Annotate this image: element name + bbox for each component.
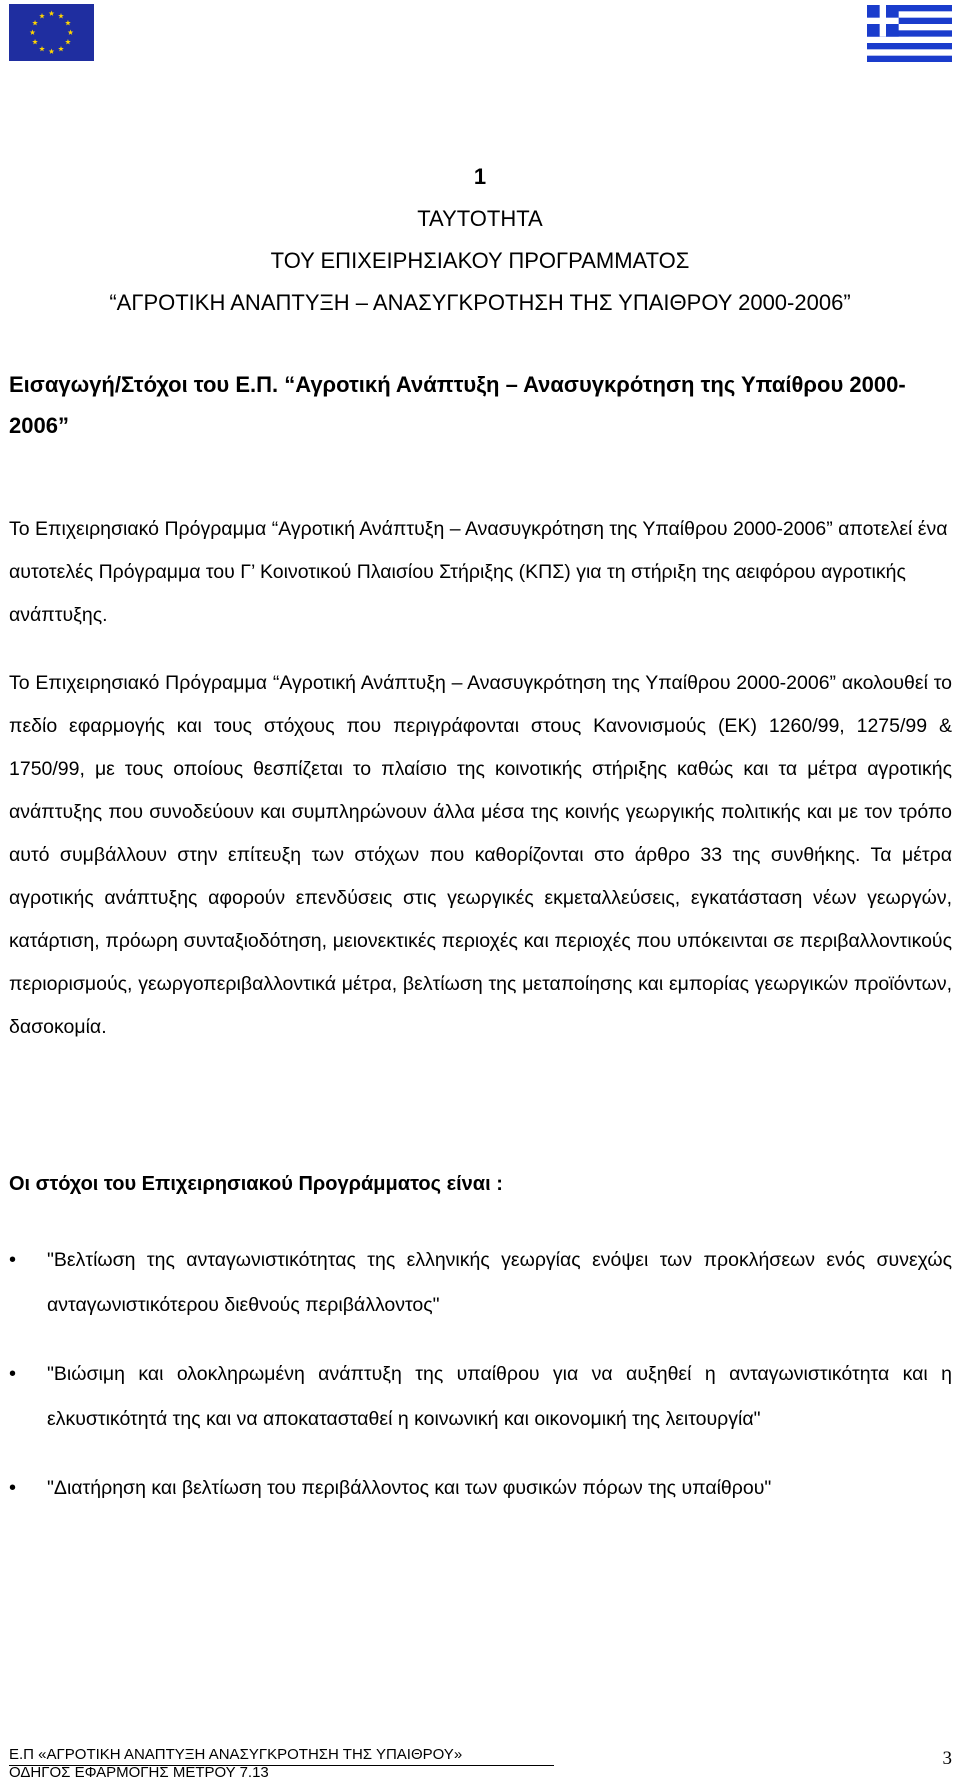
footer-line-2: ΟΔΗΓΟΣ ΕΦΑΡΜΟΓΗΣ ΜΕΤΡΟΥ 7.13 — [9, 1764, 269, 1781]
heading-line-1: ΤΑΥΤΟΤΗΤΑ — [417, 206, 543, 231]
goal-item — [9, 1238, 952, 1328]
page-footer — [9, 1746, 952, 1782]
chapter-number: 1 — [473, 164, 487, 189]
goals-title: Οι στόχοι του Επιχειρησιακού Προγράμματος είναι : — [9, 1173, 503, 1195]
footer-line-1: Ε.Π «ΑΓΡΟΤΙΚΗ ΑΝΑΠΤΥΞΗ ΑΝΑΣΥΓΚΡΟΤΗΣΗ ΤΗΣ ΥΠΑΙΘΡΟΥ» — [9, 1746, 463, 1763]
bullet-icon: • — [9, 1249, 17, 1271]
greek-flag-logo — [867, 5, 952, 62]
heading-line-3: “ΑΓΡΟΤΙΚΗ ΑΝΑΠΤΥΞΗ – ΑΝΑΣΥΓΚΡΟΤΗΣΗ ΤΗΣ ΥΠΑΙΘΡΟΥ 2000-2006” — [109, 290, 851, 315]
goal-item — [9, 1352, 952, 1442]
goals-list — [9, 1238, 952, 1535]
page-number: 3 — [942, 1748, 952, 1769]
paragraph-2: Το Επιχειρησιακό Πρόγραμμα “Αγροτική Ανάπτυξη – Ανασυγκρότηση της Υπαίθρου 2000-2006” ακολουθεί το πεδίο εφαρμογής και τους στόχους που περιγράφονται στους Κανονισμούς (ΕΚ) 1260/99, 1275/99 & 1750/99, με τους οποίους θεσπίζεται το πλαίσιο της κοινοτικής στήριξης καθώς και τα μέτρα αγροτικής ανάπτυξης που συνοδεύουν και συμπληρώνουν άλλα μέσα της κοινής γεωργικής πολιτικής και με τον τρόπο αυτό συμβάλλουν στην επίτευξη των στόχων που καθορίζονται στο άρθρο 33 της συνθήκης. Τα μέτρα αγροτικής ανάπτυξης αφορούν επενδύσεις στις γεωργικές εκμεταλλεύσεις, εγκατάσταση νέων γεωργών, κατάρτιση, πρόωρη συνταξιοδότηση, μειονεκτικές περιοχές και περιοχές που υπόκεινται σε περιβαλλοντικούς περιορισμούς, γεωργοπεριβαλλοντικά μέτρα, βελτίωση της μεταποίησης και εμπορίας γεωργικών προϊόντων, δασοκομία. — [9, 672, 952, 1038]
heading-line-2: ΤΟΥ ΕΠΙΧΕΙΡΗΣΙΑΚΟΥ ΠΡΟΓΡΑΜΜΑΤΟΣ — [270, 248, 690, 273]
eu-flag-logo — [9, 4, 94, 61]
goal-text: "Διατήρηση και βελτίωση του περιβάλλοντος και των φυσικών πόρων της υπαίθρου" — [47, 1477, 772, 1499]
paragraph-1: Το Επιχειρησιακό Πρόγραμμα “Αγροτική Ανάπτυξη – Ανασυγκρότηση της Υπαίθρου 2000-2006” αποτελεί ένα αυτοτελές Πρόγραμμα του Γ’ Κοινοτικού Πλαισίου Στήριξης (ΚΠΣ) για τη στήριξη της αειφόρου αγροτικής ανάπτυξης. — [9, 518, 948, 626]
footer-divider — [9, 1765, 554, 1766]
intro-title: Εισαγωγή/Στόχοι του Ε.Π. “Αγροτική Ανάπτυξη – Ανασυγκρότηση της Υπαίθρου 2000-2006” — [9, 372, 906, 438]
goal-text: "Βιώσιμη και ολοκληρωμένη ανάπτυξη της υπαίθρου για να αυξηθεί η ανταγωνιστικότητα και η ελκυστικότητά της και να αποκατασταθεί η κοινωνική και οικονομική της λειτουργία" — [47, 1363, 952, 1430]
goal-item — [9, 1466, 952, 1511]
bullet-icon: • — [9, 1477, 17, 1499]
bullet-icon: • — [9, 1363, 17, 1385]
document-heading — [0, 156, 960, 324]
goal-text: "Βελτίωση της ανταγωνιστικότητας της ελληνικής γεωργίας ενόψει των προκλήσεων ενός συνεχώς ανταγωνιστικότερου διεθνούς περιβάλλοντος" — [47, 1249, 952, 1316]
